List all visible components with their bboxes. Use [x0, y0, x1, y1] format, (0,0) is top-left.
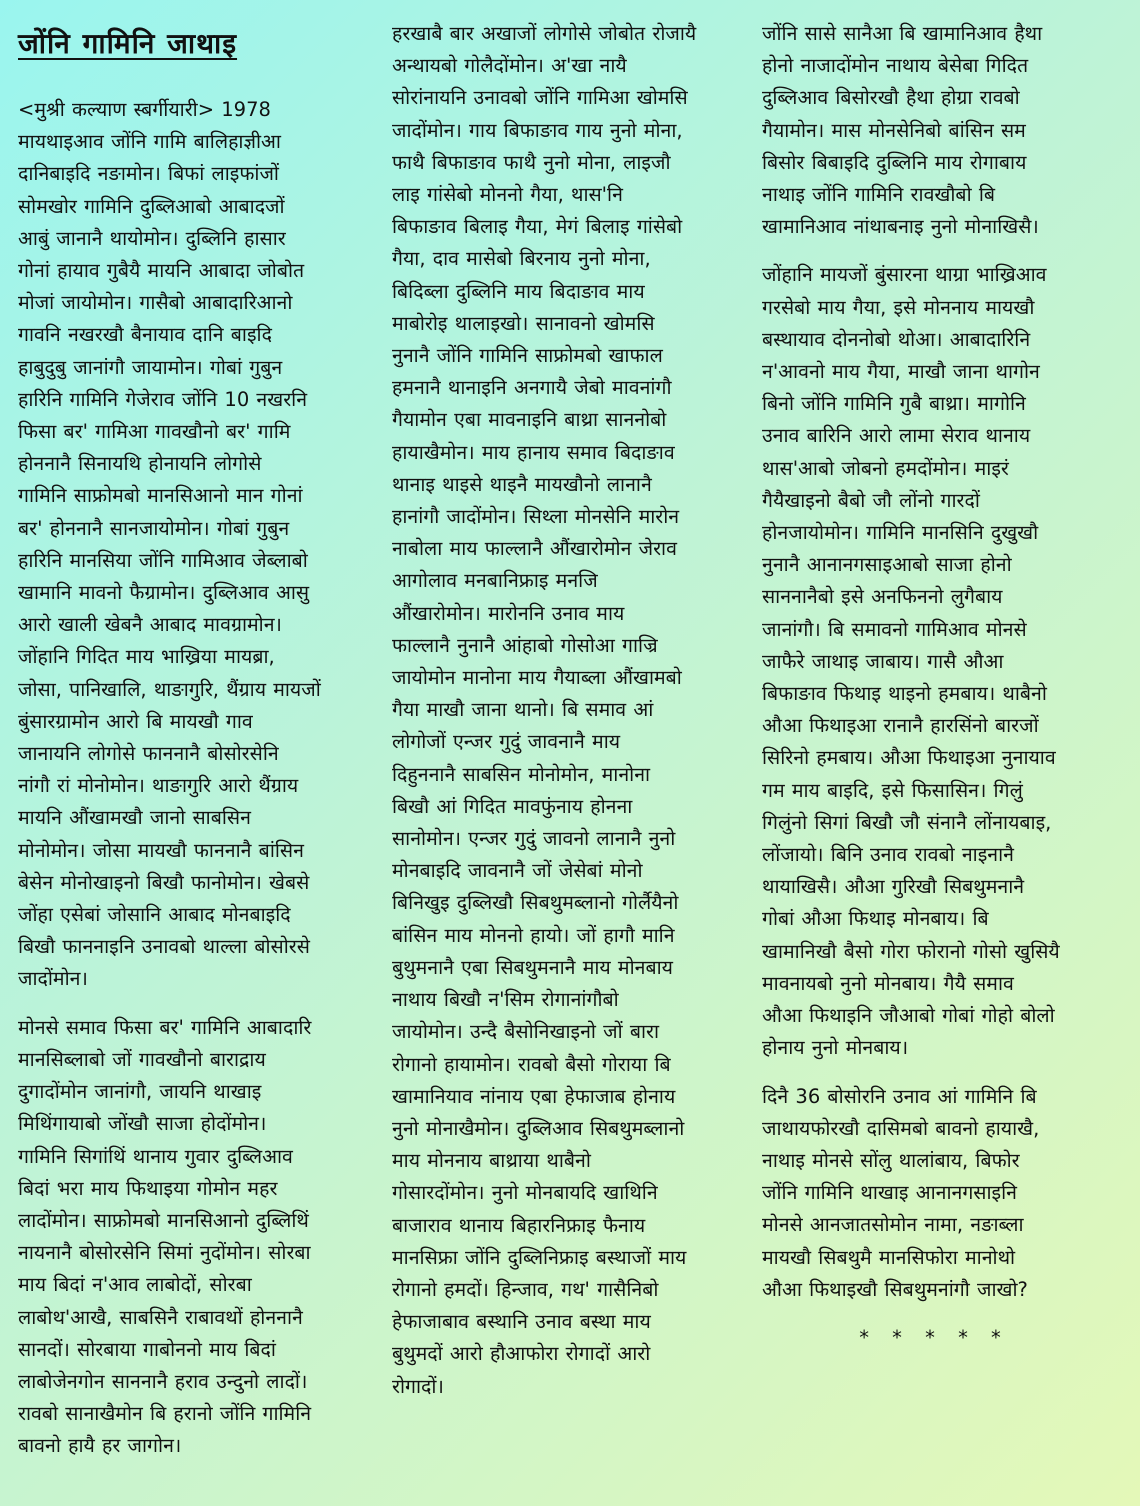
text-line: बुथुमदों आरो हौआफोरा रोगादों आरो	[392, 1342, 651, 1366]
text-line: गोसारदोंमोन। नुनो मोनबायदि खाथिनि	[392, 1181, 658, 1205]
text-line: गिलुंनो सिगां बिखौ जौ संनानै लोंनायबाइ,	[762, 810, 1052, 834]
text-line: बावनो हायै हर जागोन।	[18, 1434, 182, 1458]
text-line: न'आवनो माय गैया, माखौ जाना थागोन	[762, 360, 1040, 384]
text-line: खामानियाव नांनाय एबा हेफाजाब होनाय	[392, 1084, 676, 1108]
text-line: मायथाइआव जोंनि गामि बालिहाज्ञीआ	[18, 130, 281, 154]
text-line: माबोरोइ थालाइखो। सानावनो खोमसि	[392, 311, 655, 335]
paragraph	[18, 94, 382, 996]
text-line: दुगादोंमोन जानांगौ, जायनि थाखाइ	[18, 1080, 262, 1104]
text-line: फाथै बिफाङाव फाथै नुनो मोना, लाइजौ	[392, 150, 671, 174]
text-line: बुंसारग्रामोन आरो बि मायखौ गाव	[18, 709, 253, 733]
paragraph	[762, 1081, 1126, 1306]
text-line: मायनि औंखामखौ जानो साबसिन	[18, 806, 251, 830]
text-line: नायनानै बोसोरसेनि सिमां नुदोंमोन। सोरबा	[18, 1241, 311, 1265]
text-line: दिनै 36 बोसोरनि उनाव आं गामिनि बि	[762, 1084, 1037, 1108]
text-line: साननानैबो इसे अनफिननो लुगैबाय	[762, 585, 1003, 609]
text-line: हमनानै थानाइनि अनगायै जेबो मावनांगौ	[392, 376, 672, 400]
text-line: अन्थायबो गोलैदोंमोन। अ'खा नायै	[392, 54, 627, 78]
text-line: जादोंमोन। गाय बिफाङाव गाय नुनो मोना,	[392, 118, 683, 142]
text-line: गावनि नखरखौ बैनायाव दानि बाइदि	[18, 323, 272, 347]
text-line: बिखौ फाननाइनि उनावबो थाल्ला बोसोरसे	[18, 935, 310, 959]
text-line: सिरिनो हमबाय। औआ फिथाइआ नुनायाव	[762, 746, 1056, 770]
text-line: आबुं जानानै थायोमोन। दुब्लिनि हासार	[18, 226, 286, 250]
text-line: जोंनि सासे सानैआ बि खामानिआव हैथा	[762, 22, 1043, 45]
text-line: बिनो जोंनि गामिनि गुबै बाथ्रा। मागोनि	[762, 392, 1026, 416]
text-line: बेसेन मोनोखाइनो बिखौ फानोमोन। खेबसे	[18, 870, 310, 894]
text-line: नांगौ रां मोनोमोन। थाङागुरि आरो थैंग्राय	[18, 774, 299, 798]
text-line: हरखाबै बार अखाजों लोगोसे जोबोत रोजायै	[392, 22, 697, 45]
text-line: खामानिआव नांथाबनाइ नुनो मोनाखिसै।	[762, 215, 1039, 239]
text-line: उनाव बारिनि आरो लामा सेराव थानाय	[762, 424, 1031, 448]
text-line: गरसेबो माय गैया, इसे मोननाय मायखौ	[762, 295, 1035, 319]
text-line: मोनबाइदि जावनानै जों जेसेबां मोनो	[392, 859, 643, 883]
text-line: खामानि मावनो फैग्रामोन। दुब्लिआव आसु	[18, 581, 310, 605]
text-line: रोगानो हमदों। हिन्जाव, गथ' गासैनिबो	[392, 1277, 659, 1301]
text-line: जानायनि लोगोसे फाननानै बोसोरसेनि	[18, 742, 279, 766]
paragraph	[762, 18, 1126, 243]
text-line: रोगानो हायामोन। रावबो बैसो गोराया बि	[392, 1052, 671, 1076]
text-line: आरो खाली खेबनै आबाद मावग्रामोन।	[18, 613, 282, 637]
text-line: लोंजायो। बिनि उनाव रावबो नाइनानै	[762, 843, 1014, 867]
paragraph	[18, 1012, 382, 1463]
text-line: मायखौ सिबथुमै मानसिफोरा मानोथो	[762, 1245, 1016, 1269]
paragraph	[392, 18, 750, 1403]
text-line: गैयैखाइनो बैबो जौ लोंनो गारदों	[762, 488, 980, 512]
text-line: हाबुदुबु जानांगौ जायामोन। गोबां गुबुन	[18, 355, 283, 379]
article-title: जोंनि गामिनि जाथाइ	[18, 27, 238, 60]
text-line: गैयामोन। मास मोनसेनिबो बांसिन सम	[762, 118, 1026, 142]
text-line: बिसोर बिबाइदि दुब्लिनि माय रोगाबाय	[762, 150, 1027, 174]
column-1	[18, 18, 382, 1479]
text-line: मोनसे आनजातसोमोन नामा, नङाब्ला	[762, 1213, 1024, 1237]
text-line: सोरांनायनि उनावबो जोंनि गामिआ खोमसि	[392, 86, 688, 110]
text-line: होननानै सिनायथि होनायनि लोगोसे	[18, 452, 262, 476]
text-line: गामिनि सिगांथिं थानाय गुवार दुब्लिआव	[18, 1144, 293, 1168]
text-line: गम माय बाइदि, इसे फिसासिन। गिलुं	[762, 778, 1023, 802]
text-line: गामिनि साफ्रोमबो मानसिआनो मान गोनां	[18, 484, 303, 508]
column-3	[762, 18, 1126, 1354]
text-line: नाथाइ मोनसे सोंलु थालांबाय, बिफोर	[762, 1148, 1020, 1172]
text-line: जादोंमोन।	[18, 967, 88, 991]
text-line: जोंनि गामिनि थाखाइ आनानगसाइनि	[762, 1181, 1017, 1205]
text-line: लाइ गांसेबो मोननो गैया, थास'नि	[392, 183, 623, 207]
text-line: फिसा बर' गामिआ गावखौनो बर' गामि	[18, 420, 291, 444]
text-line: आगोलाव मनबानिफ्राइ मनजि	[392, 569, 598, 593]
text-line: रोगादों।	[392, 1374, 444, 1398]
text-line: नुनानै आनानगसाइआबो साजा होनो	[762, 553, 1012, 577]
text-line: गैया माखौ जाना थानो। बि समाव आं	[392, 698, 654, 722]
text-line: लाबोजेनगोन साननानै हराव उन्दुनो लादों।	[18, 1369, 308, 1393]
text-line: बिफाङाव बिलाइ गैया, मेगं बिलाइ गांसेबो	[392, 215, 683, 239]
text-line: हानांगौ जादोंमोन। सिथ्ला मोनसेनि मारोन	[392, 505, 680, 529]
text-line: सानोमोन। एन्जर गुदुं जावनो लानानै नुनो	[392, 827, 676, 851]
text-line: मोनसे समाव फिसा बर' गामिनि आबादारि	[18, 1015, 312, 1039]
text-line: नाथाय बिखौ न'सिम रोगानांगौबो	[392, 988, 619, 1012]
text-line: <मुश्री कल्याण स्बर्गीयारी> 1978	[18, 98, 271, 121]
text-line: जाफैरे जाथाइ जाबाय। गासै औआ	[762, 649, 1004, 673]
text-line: जोंहानि गिदित माय भाख्रिया मायब्रा,	[18, 645, 275, 669]
text-line: बुथुमनानै एबा सिबथुमनानै माय मोनबाय	[392, 955, 673, 979]
text-line: मानसिफ्रा जोंनि दुब्लिनिफ्राइ बस्थाजों माय	[392, 1245, 687, 1269]
text-line: नुनानै जोंनि गामिनि साफ्रोमबो खाफाल	[392, 344, 663, 368]
text-line: औंखारोमोन। मारोननि उनाव माय	[392, 601, 625, 625]
text-line: होनो नाजादोंमोन नाथाय बेसेबा गिदित	[762, 54, 1029, 78]
column-1-paragraphs	[18, 94, 382, 1463]
text-line: माय बिदां न'आव लाबोदों, सोरबा	[18, 1273, 252, 1297]
text-line: औआ फिथाइआ रानानै हारसिंनो बारजों	[762, 714, 1039, 738]
text-line: जायोमोन। उन्दै बैसोनिखाइनो जों बारा	[392, 1020, 660, 1044]
paragraph	[762, 259, 1126, 1064]
text-line: जाथायफोरखौ दासिमबो बावनो हायाखै,	[762, 1116, 1040, 1140]
text-line: बिफाङाव फिथाइ थाइनो हमबाय। थाबैनो	[762, 682, 1047, 706]
text-line: हेफाजाबाव बस्थानि उनाव बस्था माय	[392, 1310, 651, 1334]
text-line: सानदों। सोरबाया गाबोननो माय बिदां	[18, 1337, 276, 1361]
text-line: थानाइ थाइसे थाइनै मायखौनो लानानै	[392, 472, 652, 496]
text-line: गैया, दाव मासेबो बिरनाय नुनो मोना,	[392, 247, 651, 271]
text-line: लादोंमोन। साफ्रोमबो मानसिआनो दुब्लिथिं	[18, 1208, 309, 1232]
text-line: होनजायोमोन। गामिनि मानसिनि दुखुखौ	[762, 521, 1039, 545]
text-line: औआ फिथाइखौ सिबथुमनांगौ जाखो?	[762, 1277, 1028, 1301]
text-line: नाथाइ जोंनि गामिनि रावखौबो बि	[762, 183, 995, 207]
text-line: जोंहा एसेबां जोसानि आबाद मोनबाइदि	[18, 903, 291, 927]
text-line: बिनिखुइ दुब्लिखौ सिबथुमब्लानो गोर्लैयैनो	[392, 891, 679, 915]
text-line: हारिनि मानसिया जोंनि गामिआव जेब्लाबो	[18, 548, 308, 572]
text-line: थायाखिसै। औआ गुरिखौ सिबथुमनानै	[762, 875, 1025, 899]
text-line: जायोमोन मानोना माय गैयाब्ला औंखामबो	[392, 666, 682, 690]
text-line: दुब्लिआव बिसोरखौ हैथा होग्रा रावबो	[762, 86, 1020, 110]
text-line: सोमखोर गामिनि दुब्लिआबो आबादजों	[18, 194, 285, 218]
text-line: जानांगौ। बि समावनो गामिआव मोनसे	[762, 617, 1027, 641]
text-line: बाजाराव थानाय बिहारनिफ्राइ फैनाय	[392, 1213, 646, 1237]
text-line: गोबां औआ फिथाइ मोनबाय। बि	[762, 907, 989, 931]
text-line: बस्थायाव दोननोबो थोआ। आबादारिनि	[762, 327, 1031, 351]
text-line: दानिबाइदि नङामोन। बिफां लाइफांजों	[18, 162, 279, 186]
text-line: रावबो सानाखैमोन बि हरानो जोंनि गामिनि	[18, 1402, 312, 1426]
text-line: हायाखैमोन। माय हानाय समाव बिदाङाव	[392, 440, 675, 464]
text-line: दिहुननानै साबसिन मोनोमोन, मानोना	[392, 762, 651, 786]
text-line: मावनायबो नुनो मोनबाय। गैयै समाव	[762, 971, 1014, 995]
text-line: गैयामोन एबा मावनाइनि बाथ्रा साननोबो	[392, 408, 667, 432]
text-line: जोसा, पानिखालि, थाङागुरि, थैंग्राय मायजों	[18, 677, 321, 701]
text-line: लोगोजों एन्जर गुदुं जावनानै माय	[392, 730, 621, 754]
text-line: बांसिन माय मोननो हायो। जों हागौ मानि	[392, 923, 675, 947]
text-line: बिखौ आं गिदित मावफुंनाय होनना	[392, 794, 633, 818]
text-line: मिथिंगायाबो जोंखौ साजा होदोंमोन।	[18, 1112, 267, 1136]
text-line: औआ फिथाइनि जौआबो गोबां गोहो बोलो	[762, 1004, 1055, 1028]
text-line: लाबोथ'आखै, साबसिनै राबावथों होननानै	[18, 1305, 303, 1329]
text-line: होनाय नुनो मोनबाय।	[762, 1036, 909, 1060]
column-3-paragraphs	[762, 18, 1126, 1306]
text-line: बिदां भरा माय फिथाइया गोमोन महर	[18, 1176, 278, 1200]
text-line: बिदिब्ला दुब्लिनि माय बिदाङाव माय	[392, 279, 645, 303]
text-line: मानसिब्लाबो जों गावखौनो बाराद्राय	[18, 1047, 266, 1071]
text-line: गोनां हायाव गुबैयै मायनि आबादा जोबोत	[18, 259, 305, 283]
text-line: हारिनि गामिनि गेजेराव जोंनि 10 नखरनि	[18, 387, 308, 411]
text-line: मोजां जायोमोन। गासैबो आबादारिआनो	[18, 291, 293, 315]
text-line: फाल्लानै नुनानै आंहाबो गोसोआ गाज्रि	[392, 633, 658, 657]
text-line: बर' होननानै सानजायोमोन। गोबां गुबुन	[18, 516, 290, 540]
text-line: थास'आबो जोबनो हमदोंमोन। माइरं	[762, 456, 1009, 480]
text-line: खामानिखौ बैसो गोरा फोरानो गोसो खुसियै	[762, 939, 1060, 963]
text-line: माय मोननाय बाथ्राया थाबैनो	[392, 1149, 591, 1173]
column-2	[392, 18, 750, 1419]
text-line: नाबोला माय फाल्लानै औंखारोमोन जेराव	[392, 537, 677, 561]
end-mark: * * * * *	[859, 1325, 1009, 1349]
text-line: जोंहानि मायजों बुंसारना थाग्रा भाख्रिआव	[762, 263, 1047, 287]
text-line: नुनो मोनाखैमोन। दुब्लिआव सिबथुमब्लानो	[392, 1116, 685, 1140]
text-line: मोनोमोन। जोसा मायखौ फाननानै बांसिन	[18, 838, 304, 862]
column-2-paragraphs	[392, 18, 750, 1403]
